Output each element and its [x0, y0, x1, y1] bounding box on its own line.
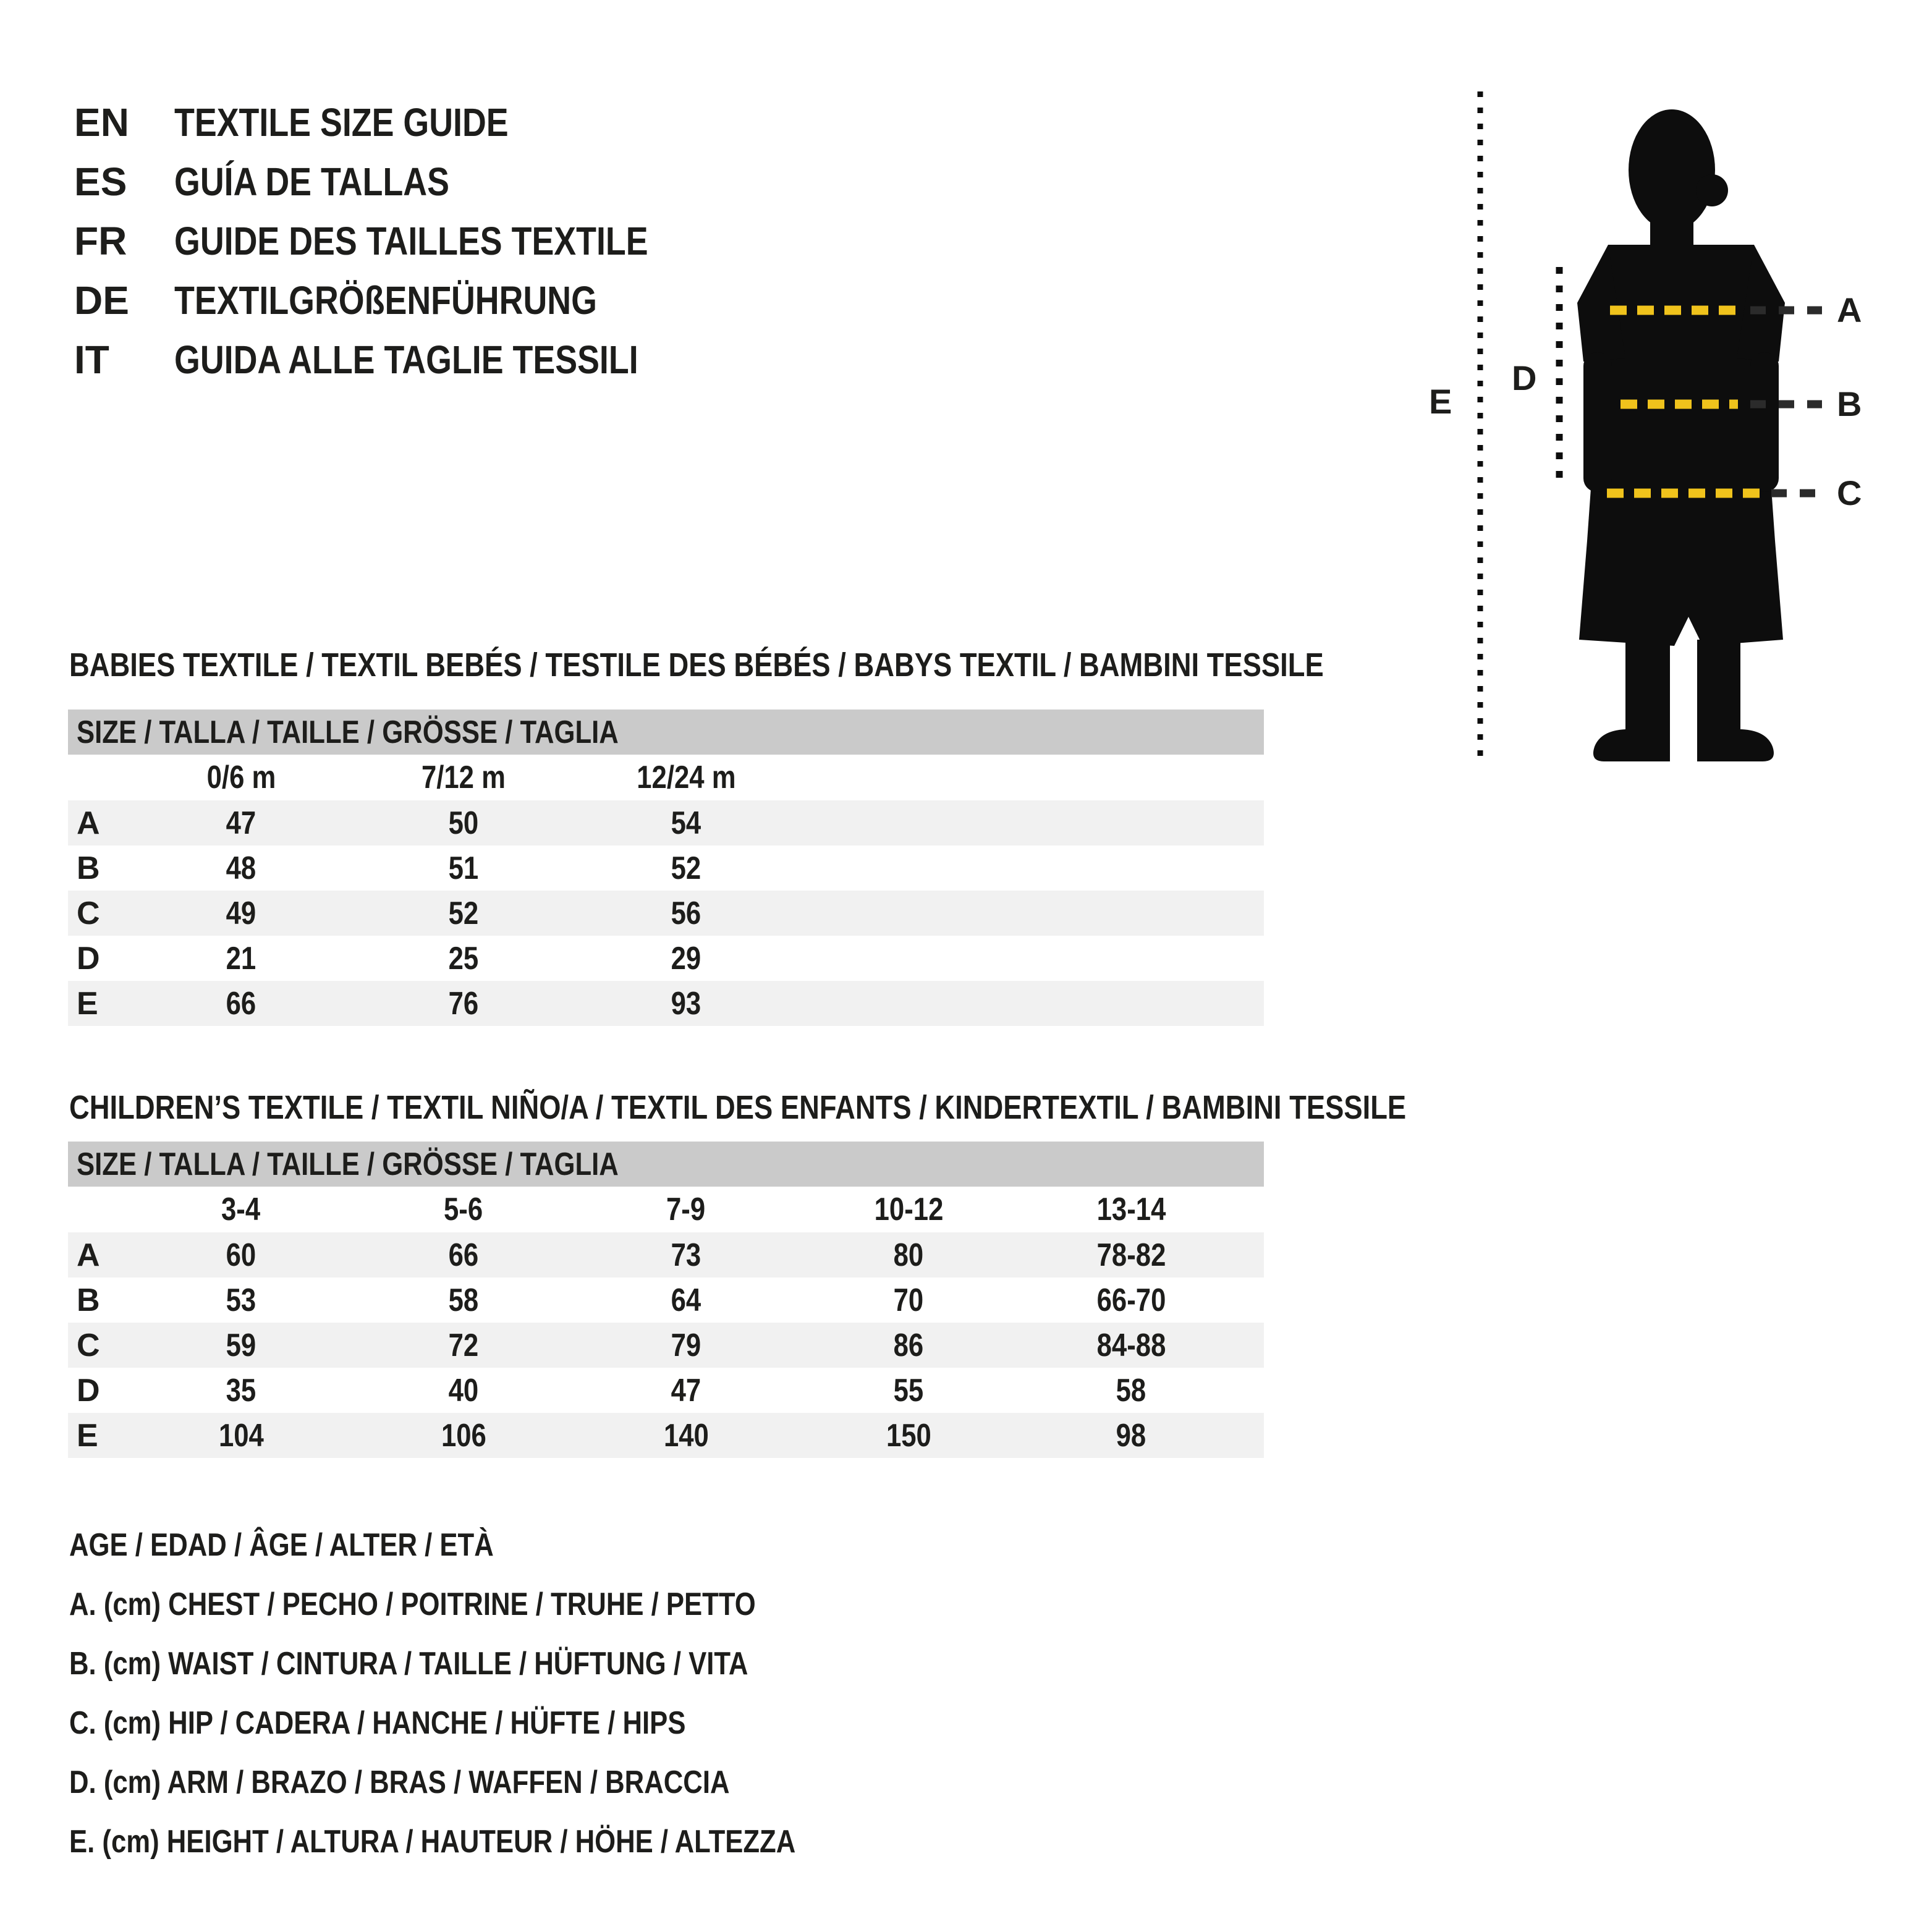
- cell-value-text: 66: [448, 1237, 479, 1273]
- cell-value-text: 29: [671, 940, 701, 977]
- cell-value: [575, 895, 797, 932]
- cell-value-text: 59: [226, 1327, 256, 1363]
- lang-code: ES: [74, 159, 127, 204]
- cell-value: [130, 1417, 352, 1454]
- lang-row: [74, 211, 739, 271]
- cell-value-text: 47: [671, 1372, 701, 1409]
- cell-value: [130, 1237, 352, 1274]
- legend-line-text: D. (cm) ARM / BRAZO / BRAS / WAFFEN / BRACCIA: [69, 1765, 730, 1800]
- legend-line-text: B. (cm) WAIST / CINTURA / TAILLE / HÜFTUNG / VITA: [69, 1646, 748, 1682]
- legend-line: [69, 1693, 934, 1753]
- cell-value-text: 104: [218, 1417, 264, 1454]
- measure-label-c: C: [1837, 473, 1862, 512]
- cell-value: [797, 1372, 1020, 1409]
- age-column-header: [130, 759, 352, 796]
- cell-value: [130, 1372, 352, 1409]
- babies-section-title: [69, 646, 1562, 684]
- lang-code: EN: [74, 100, 129, 145]
- lang-row: [74, 330, 739, 389]
- age-column-header-text: 10-12: [874, 1192, 943, 1227]
- table-row: [68, 1368, 1264, 1413]
- row-label: E: [77, 985, 98, 1022]
- lang-row: [74, 93, 739, 152]
- children-size-header-text: SIZE / TALLA / TAILLE / GRÖSSE / TAGLIA: [77, 1146, 619, 1182]
- legend-line-text: C. (cm) HIP / CADERA / HANCHE / HÜFTE / HIPS: [69, 1705, 686, 1741]
- row-label: E: [77, 1417, 98, 1454]
- cell-value-text: 53: [226, 1282, 256, 1318]
- age-column-header: [575, 759, 797, 796]
- cell-value: [1020, 1327, 1242, 1364]
- cell-value-text: 140: [663, 1417, 709, 1454]
- age-header-row: [68, 755, 1264, 800]
- lang-label: GUÍA DE TALLAS: [174, 159, 449, 204]
- cell-value: [797, 1282, 1020, 1319]
- cell-value: [1020, 1237, 1242, 1274]
- measure-label-e: E: [1429, 382, 1452, 421]
- table-row: [68, 1413, 1264, 1458]
- cell-value: [130, 1327, 352, 1364]
- lang-label: TEXTILGRÖßENFÜHRUNG: [174, 278, 597, 323]
- cell-value-text: 79: [671, 1327, 701, 1363]
- cell-value-text: 86: [893, 1327, 924, 1363]
- age-column-header-text: 13-14: [1096, 1192, 1166, 1227]
- legend-line-text: A. (cm) CHEST / PECHO / POITRINE / TRUHE / PETTO: [69, 1587, 756, 1622]
- cell-value: [352, 940, 575, 977]
- children-size-header-bar: [68, 1142, 1264, 1187]
- legend-line: [69, 1812, 934, 1871]
- cell-value-text: 106: [441, 1417, 486, 1454]
- lang-block: [74, 93, 739, 389]
- cell-value-text: 52: [671, 850, 701, 886]
- cell-value: [130, 895, 352, 932]
- age-column-header-text: 0/6 m: [206, 760, 276, 795]
- cell-value-text: 58: [448, 1282, 479, 1318]
- age-column-header: [130, 1191, 352, 1228]
- legend-line-text: AGE / EDAD / ÂGE / ALTER / ETÀ: [69, 1527, 494, 1563]
- cell-value-text: 98: [1116, 1417, 1146, 1454]
- cell-value-text: 51: [448, 850, 479, 886]
- children-size-table: [68, 1187, 1264, 1458]
- cell-value: [130, 985, 352, 1022]
- legend-line-text: E. (cm) HEIGHT / ALTURA / HAUTEUR / HÖHE / ALTEZZA: [69, 1824, 796, 1860]
- measure-label-a: A: [1837, 290, 1862, 329]
- table-row: [68, 1277, 1264, 1323]
- age-column-header-text: 7-9: [666, 1192, 706, 1227]
- lang-row: [74, 152, 739, 211]
- cell-value: [1020, 1372, 1242, 1409]
- row-label: A: [77, 805, 100, 841]
- cell-value: [352, 1237, 575, 1274]
- child-silhouette: [1577, 109, 1785, 761]
- cell-value-text: 60: [226, 1237, 256, 1273]
- cell-value: [130, 805, 352, 842]
- cell-value: [352, 1327, 575, 1364]
- cell-value-text: 66-70: [1096, 1282, 1166, 1318]
- row-label: C: [77, 895, 100, 931]
- cell-value-text: 55: [893, 1372, 924, 1409]
- lang-label: GUIDA ALLE TAGLIE TESSILI: [174, 337, 638, 382]
- cell-value: [797, 1237, 1020, 1274]
- table-row: [68, 1323, 1264, 1368]
- lang-label: TEXTILE SIZE GUIDE: [174, 100, 509, 145]
- cell-value-text: 50: [448, 805, 479, 841]
- row-label: B: [77, 850, 100, 886]
- cell-value: [130, 850, 352, 887]
- lang-code: FR: [74, 219, 127, 263]
- children-section-title: [69, 1089, 1661, 1126]
- cell-value-text: 52: [448, 895, 479, 931]
- cell-value-text: 58: [1116, 1372, 1146, 1409]
- measurement-legend: [69, 1515, 934, 1871]
- age-column-header-text: 12/24 m: [636, 760, 736, 795]
- cell-value: [575, 940, 797, 977]
- row-label: C: [77, 1327, 100, 1363]
- babies-size-header-text: SIZE / TALLA / TAILLE / GRÖSSE / TAGLIA: [77, 714, 619, 750]
- cell-value-text: 93: [671, 985, 701, 1022]
- babies-section-title-text: BABIES TEXTILE / TEXTIL BEBÉS / TESTILE DES BÉBÉS / BABYS TEXTIL / BAMBINI TESSILE: [69, 646, 1324, 684]
- age-header-row: [68, 1187, 1264, 1232]
- cell-value: [575, 1372, 797, 1409]
- cell-value: [1020, 1417, 1242, 1454]
- row-label: A: [77, 1237, 100, 1273]
- cell-value-text: 150: [886, 1417, 931, 1454]
- cell-value: [130, 1282, 352, 1319]
- cell-value-text: 56: [671, 895, 701, 931]
- cell-value: [1020, 1282, 1242, 1319]
- cell-value: [352, 850, 575, 887]
- cell-value-text: 35: [226, 1372, 256, 1409]
- table-row: [68, 936, 1264, 981]
- legend-line: [69, 1515, 934, 1575]
- cell-value: [352, 1417, 575, 1454]
- cell-value-text: 73: [671, 1237, 701, 1273]
- lang-row: [74, 271, 739, 330]
- cell-value: [575, 1282, 797, 1319]
- legend-line: [69, 1753, 934, 1812]
- cell-value: [575, 1237, 797, 1274]
- measure-label-d: D: [1512, 358, 1537, 397]
- cell-value: [130, 940, 352, 977]
- cell-value-text: 70: [893, 1282, 924, 1318]
- cell-value-text: 78-82: [1096, 1237, 1166, 1273]
- cell-value: [352, 1372, 575, 1409]
- cell-value: [352, 805, 575, 842]
- cell-value: [352, 1282, 575, 1319]
- age-column-header: [352, 759, 575, 796]
- cell-value-text: 76: [448, 985, 479, 1022]
- age-column-header: [352, 1191, 575, 1228]
- table-row: [68, 845, 1264, 891]
- babies-size-header-bar: [68, 710, 1264, 755]
- cell-value-text: 25: [448, 940, 479, 977]
- cell-value: [575, 985, 797, 1022]
- age-column-header: [797, 1191, 1020, 1228]
- cell-value: [352, 895, 575, 932]
- age-column-header-text: 5-6: [444, 1192, 483, 1227]
- age-column-header: [575, 1191, 797, 1228]
- cell-value-text: 21: [226, 940, 256, 977]
- lang-code: DE: [74, 278, 129, 323]
- cell-value-text: 49: [226, 895, 256, 931]
- age-column-header: [1020, 1191, 1242, 1228]
- cell-value: [352, 985, 575, 1022]
- table-row: [68, 891, 1264, 936]
- children-section-title-text: CHILDREN’S TEXTILE / TEXTIL NIÑO/A / TEXTIL DES ENFANTS / KINDERTEXTIL / BAMBINI TESSILE: [69, 1089, 1407, 1126]
- legend-line: [69, 1575, 934, 1634]
- cell-value-text: 80: [893, 1237, 924, 1273]
- age-column-header-text: 3-4: [221, 1192, 261, 1227]
- table-row: [68, 800, 1264, 845]
- row-label: D: [77, 940, 100, 977]
- cell-value: [797, 1327, 1020, 1364]
- cell-value-text: 84-88: [1096, 1327, 1166, 1363]
- cell-value-text: 48: [226, 850, 256, 886]
- cell-value-text: 47: [226, 805, 256, 841]
- table-row: [68, 981, 1264, 1026]
- cell-value: [797, 1417, 1020, 1454]
- cell-value: [575, 1327, 797, 1364]
- cell-value-text: 66: [226, 985, 256, 1022]
- lang-code: IT: [74, 337, 109, 382]
- cell-value-text: 40: [448, 1372, 479, 1409]
- cell-value-text: 64: [671, 1282, 701, 1318]
- measure-label-b: B: [1837, 384, 1862, 423]
- cell-value: [575, 805, 797, 842]
- cell-value-text: 54: [671, 805, 701, 841]
- cell-value: [575, 1417, 797, 1454]
- table-row: [68, 1232, 1264, 1277]
- babies-size-table: [68, 755, 1264, 1026]
- legend-line: [69, 1634, 934, 1693]
- cell-value: [575, 850, 797, 887]
- cell-value-text: 72: [448, 1327, 479, 1363]
- row-label: B: [77, 1282, 100, 1318]
- row-label: D: [77, 1372, 100, 1409]
- age-column-header-text: 7/12 m: [421, 760, 506, 795]
- lang-label: GUIDE DES TAILLES TEXTILE: [174, 219, 648, 263]
